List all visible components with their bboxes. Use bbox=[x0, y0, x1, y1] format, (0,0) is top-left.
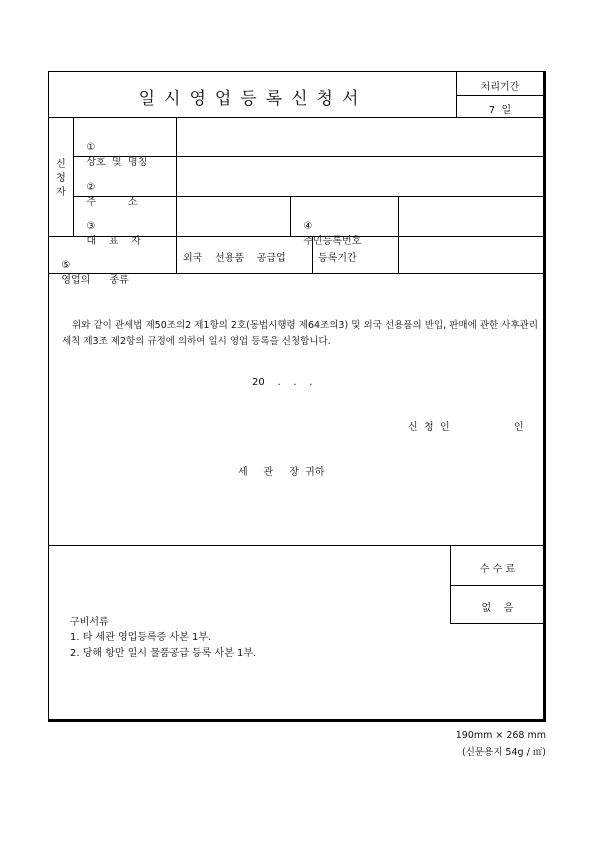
registration-period-field[interactable] bbox=[399, 237, 544, 273]
field-label-company: ① 상호 및 명칭 bbox=[86, 142, 148, 168]
business-type-value: 외국 선용품 공급업 bbox=[183, 253, 286, 264]
company-name-field[interactable] bbox=[177, 118, 544, 156]
applicant-signature-label: 신 청 인 bbox=[408, 422, 450, 433]
statement-text: 위와 같이 관세법 제50조의2 제1항의 2호(동법시행령 제64조의3) 및 외국 선용품의 반입, 판매에 관한 사후관리 세칙 제3조 제2항의 규정에 의하여 일시 영업 등록을 신청합니다. bbox=[62, 320, 538, 347]
seal-mark: 인 bbox=[514, 422, 524, 433]
fee-value: 없 음 bbox=[481, 603, 514, 614]
form-title: 일시영업등록신청서 bbox=[138, 88, 368, 109]
fee-label: 수 수 료 bbox=[479, 564, 516, 575]
required-document-item: 1. 타 세관 영업등록증 사본 1부. bbox=[70, 632, 212, 643]
address-field[interactable] bbox=[177, 157, 544, 196]
representative-field[interactable] bbox=[177, 197, 290, 236]
processing-period-value: 7 일 bbox=[488, 105, 512, 116]
application-date: 20 . . . bbox=[252, 377, 313, 388]
divider-fee bbox=[450, 585, 544, 586]
divider-rep-col bbox=[290, 196, 291, 236]
paper-size: 190mm × 268 mm bbox=[455, 730, 546, 741]
addressee: 세 관 장 귀하 bbox=[238, 467, 325, 478]
field-label-registration-period: 등록기간 bbox=[318, 253, 357, 264]
processing-period-label: 처리기간 bbox=[480, 82, 520, 93]
divider-fee-bottom bbox=[450, 623, 544, 624]
resident-no-field[interactable] bbox=[399, 197, 544, 236]
applicant-section-label: 신 청 자 bbox=[56, 159, 66, 198]
field-label-resident-no: ④ 주민등록번호 bbox=[303, 221, 362, 247]
divider-statement bbox=[48, 545, 544, 546]
field-label-address: ② 주 소 bbox=[86, 182, 138, 208]
paper-spec: (신문용지 54g / ㎡) bbox=[462, 747, 546, 758]
field-label-representative: ③ 대 표 자 bbox=[86, 221, 141, 247]
required-document-item: 2. 당해 항만 일시 물품공급 등록 사본 1부. bbox=[70, 648, 257, 659]
field-label-business-type: ⑤ 영업의 종류 bbox=[61, 260, 129, 286]
required-documents-heading: 구비서류 bbox=[70, 617, 109, 628]
divider-processing bbox=[456, 95, 544, 96]
divider-applicant-col bbox=[73, 117, 74, 236]
